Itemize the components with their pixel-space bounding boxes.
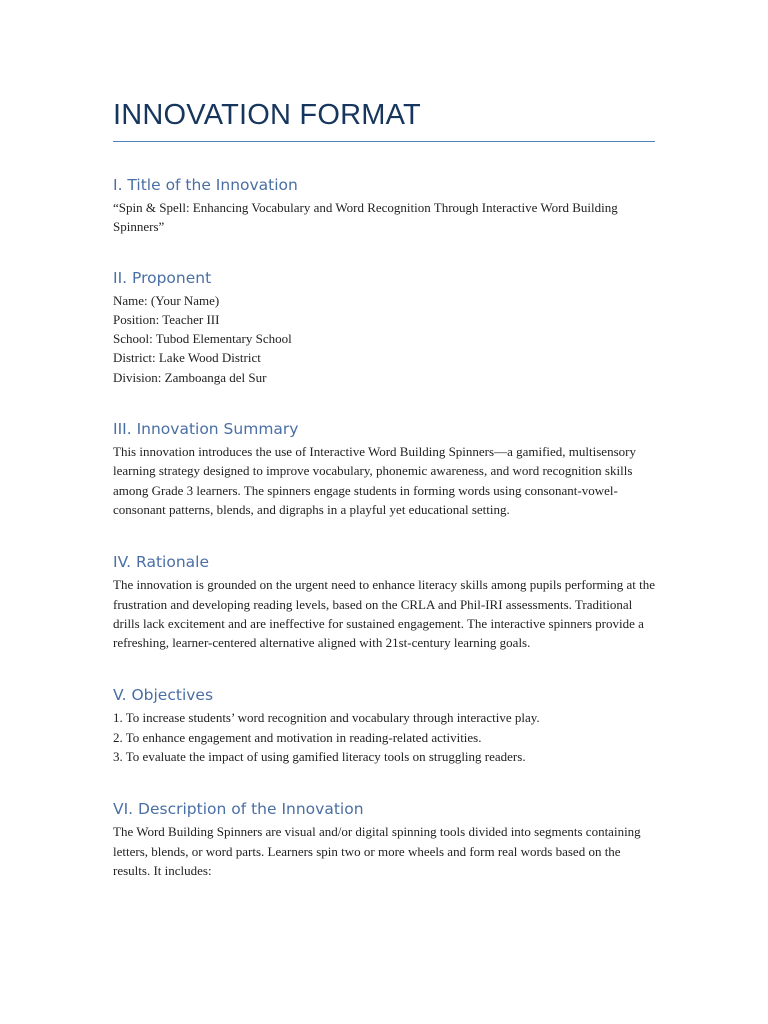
section-title-of-innovation bbox=[113, 174, 655, 237]
section-heading: VI. Description of the Innovation bbox=[113, 800, 364, 819]
section-heading: I. Title of the Innovation bbox=[113, 176, 298, 194]
document-page bbox=[113, 0, 655, 880]
proponent-position: Position: Teacher III bbox=[113, 311, 220, 327]
section-heading: V. Objectives bbox=[113, 686, 214, 705]
proponent-details bbox=[113, 291, 655, 387]
objective-item: 2. To enhance engagement and motivation in reading-related activities. bbox=[113, 729, 482, 745]
section-heading: III. Innovation Summary bbox=[113, 420, 299, 439]
objectives-list bbox=[113, 708, 655, 766]
title-divider bbox=[113, 141, 655, 142]
proponent-district: District: Lake Wood District bbox=[113, 350, 261, 366]
objective-item: 1. To increase students’ word recognition and vocabulary through interactive play. bbox=[113, 710, 540, 726]
proponent-division: Division: Zamboanga del Sur bbox=[113, 369, 267, 385]
section-paragraph: The Word Building Spinners are visual and/or digital spinning tools divided into segments containing letters, blends, or word parts. Learners spin two or more wheels and form real words based on the results. It includes: bbox=[113, 824, 641, 878]
section-objectives bbox=[113, 684, 655, 766]
section-innovation-summary bbox=[113, 418, 655, 519]
section-paragraph: The innovation is grounded on the urgent need to enhance literacy skills among pupils performing at the frustration and developing reading levels, based on the CRLA and Phil-IRI assessments. Traditional drills lack excitement and are ineffective for sustained engagement. The interactive spinners provide a refreshing, learner-centered alternative aligned with 21st-century learning goals. bbox=[113, 577, 656, 651]
section-heading: II. Proponent bbox=[113, 268, 212, 287]
section-heading: IV. Rationale bbox=[113, 553, 209, 572]
objective-item: 3. To evaluate the impact of using gamified literacy tools on struggling readers. bbox=[113, 749, 526, 765]
document-title: INNOVATION FORMAT bbox=[113, 99, 421, 131]
proponent-school: School: Tubod Elementary School bbox=[113, 331, 292, 347]
section-description bbox=[113, 798, 655, 880]
section-paragraph: “Spin & Spell: Enhancing Vocabulary and Word Recognition Through Interactive Word Building Spinners” bbox=[113, 200, 618, 235]
proponent-name: Name: (Your Name) bbox=[113, 292, 220, 308]
section-rationale bbox=[113, 551, 655, 652]
section-paragraph: This innovation introduces the use of Interactive Word Building Spinners—a gamified, multisensory learning strategy designed to improve vocabulary, phonemic awareness, and word recognition skills among Grade 3 learners. The spinners engage students in forming words using consonant-vowel-consonant patterns, blends, and digraphs in a playful yet educational setting. bbox=[113, 444, 636, 517]
section-proponent bbox=[113, 267, 655, 387]
